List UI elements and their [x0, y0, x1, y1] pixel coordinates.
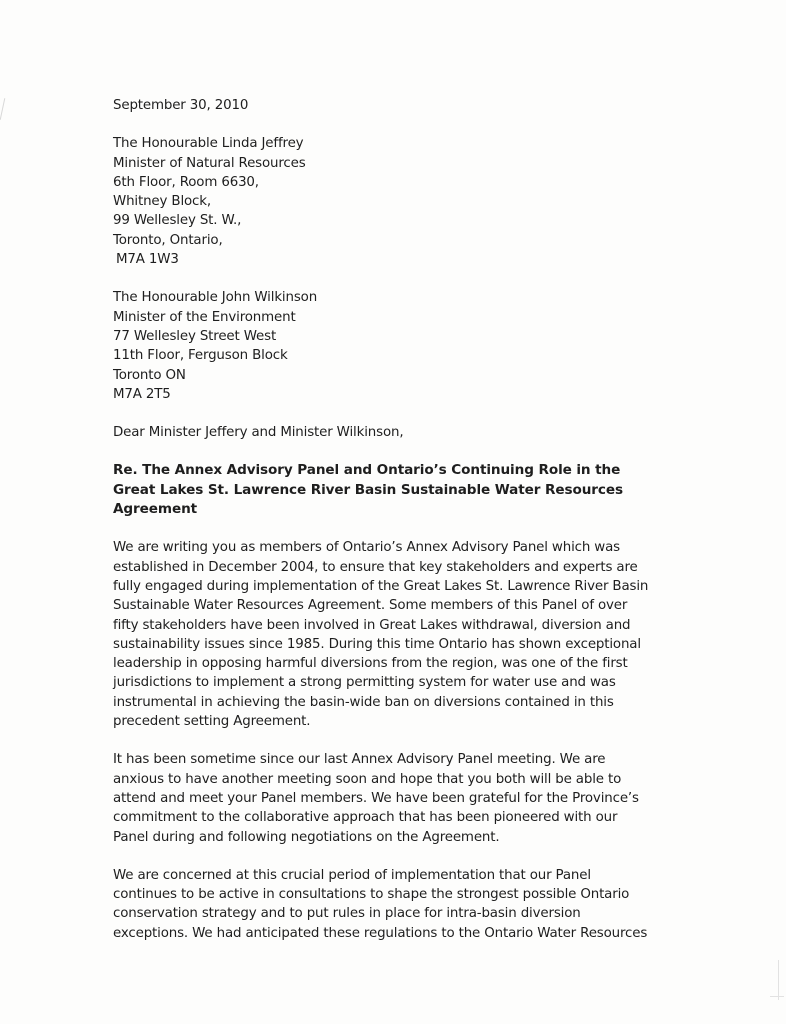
paragraph-line: jurisdictions to implement a strong permitting system for water use and was — [113, 675, 616, 691]
salutation-line: Dear Minister Jeffery and Minister Wilkinson, — [113, 425, 404, 441]
paragraph-line: fifty stakeholders have been involved in Great Lakes withdrawal, diversion and — [113, 617, 631, 633]
address-line: Toronto, Ontario, — [113, 232, 223, 248]
paragraph-line: precedent setting Agreement. — [113, 714, 311, 730]
address-line-postal-code: M7A 2T5 — [113, 386, 171, 402]
paragraph-2 — [113, 750, 673, 846]
paragraph-line: We are writing you as members of Ontario’s Annex Advisory Panel which was — [113, 540, 620, 556]
address-line: Minister of Natural Resources — [113, 155, 306, 171]
paragraph-line: It has been sometime since our last Annex Advisory Panel meeting. We are — [113, 752, 606, 768]
paragraph-line: Sustainable Water Resources Agreement. Some members of this Panel of over — [113, 598, 628, 614]
letter-date — [113, 96, 673, 115]
paragraph-3 — [113, 866, 673, 943]
paragraph-line: anxious to have another meeting soon and hope that you both will be able to — [113, 771, 622, 787]
address-line: Minister of the Environment — [113, 309, 296, 325]
address-line: 77 Wellesley Street West — [113, 328, 277, 344]
salutation — [113, 423, 673, 442]
scan-edge-mark — [778, 960, 779, 1000]
address-line: Whitney Block, — [113, 194, 211, 210]
subject-text: Agreement — [113, 501, 198, 518]
address-line: The Honourable Linda Jeffrey — [113, 136, 304, 152]
paragraph-line: commitment to the collaborative approach that has been pioneered with our — [113, 810, 618, 826]
recipient-address-wilkinson — [113, 288, 673, 404]
paragraph-line: exceptions. We had anticipated these regulations to the Ontario Water Resources — [113, 925, 648, 941]
paragraph-line: Panel during and following negotiations on the Agreement. — [113, 829, 500, 845]
address-line: 99 Wellesley St. W., — [113, 213, 242, 229]
subject-line — [113, 461, 673, 519]
paragraph-line: established in December 2004, to ensure that key stakeholders and experts are — [113, 559, 638, 575]
address-line-postal-code: M7A 1W3 — [116, 252, 179, 268]
recipient-address-jeffrey — [113, 134, 673, 269]
address-line: The Honourable John Wilkinson — [113, 290, 318, 306]
paragraph-1 — [113, 538, 673, 731]
scan-edge-mark — [0, 98, 5, 120]
address-line: 6th Floor, Room 6630, — [113, 174, 259, 190]
paragraph-line: attend and meet your Panel members. We have been grateful for the Province’s — [113, 790, 639, 806]
paragraph-line: fully engaged during implementation of the Great Lakes St. Lawrence River Basin — [113, 578, 649, 594]
date-line: September 30, 2010 — [113, 98, 249, 113]
paragraph-line: leadership in opposing harmful diversions from the region, was one of the first — [113, 656, 628, 672]
paragraph-line: conservation strategy and to put rules in place for intra-basin diversion — [113, 906, 581, 922]
subject-text: Re. The Annex Advisory Panel and Ontario’s Continuing Role in the — [113, 462, 621, 479]
letter-body — [113, 96, 673, 962]
subject-text: Great Lakes St. Lawrence River Basin Sustainable Water Resources — [113, 481, 623, 498]
paragraph-line: instrumental in achieving the basin-wide ban on diversions contained in this — [113, 694, 614, 710]
paragraph-line: We are concerned at this crucial period of implementation that our Panel — [113, 867, 591, 883]
paragraph-line: sustainability issues since 1985. During this time Ontario has shown exceptional — [113, 636, 641, 652]
paragraph-line: continues to be active in consultations to shape the strongest possible Ontario — [113, 887, 630, 903]
address-line: Toronto ON — [113, 367, 186, 383]
scan-edge-mark — [770, 996, 784, 997]
address-line: 11th Floor, Ferguson Block — [113, 348, 288, 364]
